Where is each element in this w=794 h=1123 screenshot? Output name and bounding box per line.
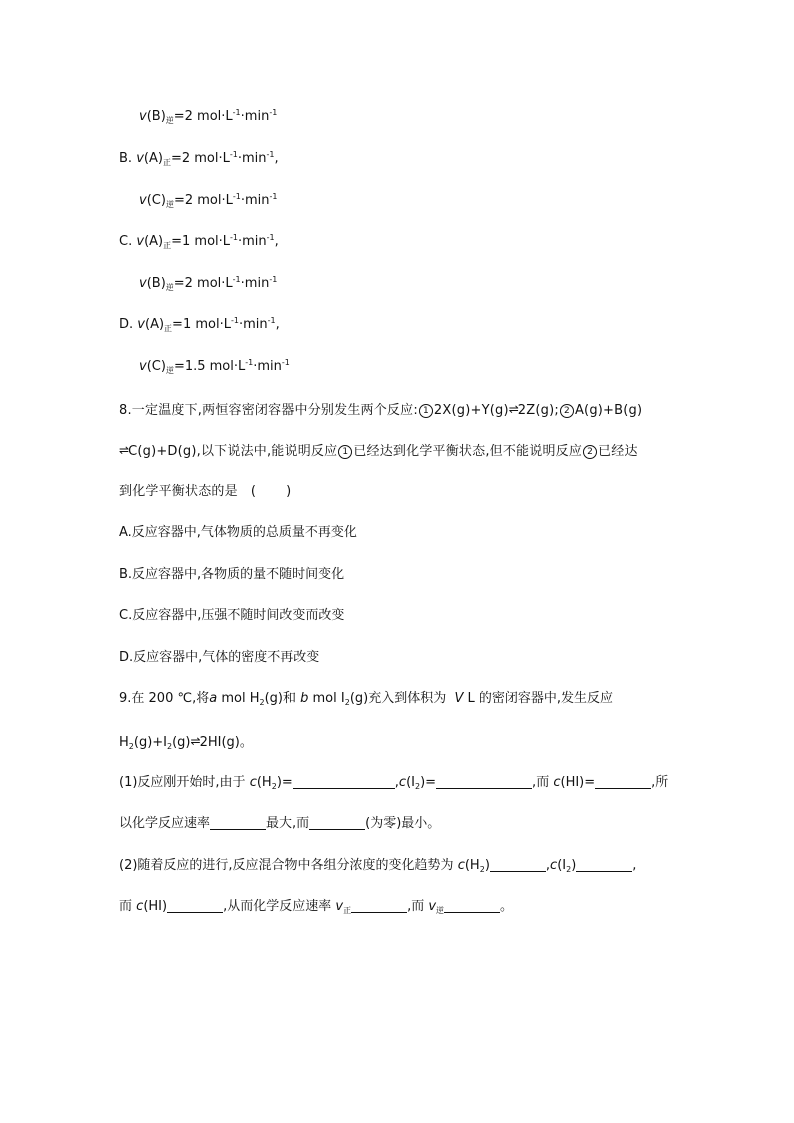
- q8-option-c: C.反应容器中,压强不随时间改变而改变: [119, 608, 345, 623]
- blank-c-i2[interactable]: [436, 774, 532, 789]
- circled-number-1: 1: [338, 445, 352, 459]
- q9-part1-line2: 以化学反应速率 最大,而 (为零)最小。: [119, 816, 441, 831]
- q8-stem-line2: ⇌C(g)+D(g),以下说法中,能说明反应 1 已经达到化学平衡状态,但不能说明反应 2 已经达: [119, 443, 638, 459]
- blank-trend-hi[interactable]: [167, 898, 223, 913]
- circled-number-1: 1: [419, 404, 433, 418]
- circled-number-2: 2: [560, 404, 574, 418]
- q8-stem-line3: 到化学平衡状态的是 ( ): [119, 484, 292, 499]
- q7-option-a-line2: $v(B)_逆=2$ $mol\cdot L^{-1}\cdot\min^{-1}$: [139, 108, 278, 125]
- blank-v-forward[interactable]: [351, 898, 407, 913]
- equilibrium-arrow-icon: ⇌: [119, 443, 129, 457]
- q9-stem-line2: $H_2(g)+I_2(g)\rightleftharpoons 2HI(g)$。: [119, 734, 253, 751]
- q8-option-b: B.反应容器中,各物质的量不随时间变化: [119, 567, 345, 582]
- q7-option-c-line2: $v(B)_逆=2$ $mol\cdot L^{-1}\cdot\min^{-1}$: [139, 275, 278, 292]
- equilibrium-arrow-icon: ⇌: [508, 402, 518, 416]
- q7-option-d-line2: $v(C)_逆=1.5$ $mol\cdot L^{-1}\cdot\min^{-1}$: [139, 358, 290, 375]
- q9-stem-line1: 9.在 200 ℃,将a mol $H_2(g)$和 b mol $I_2(g)$充入到体积为 V L 的密闭容器中,发生反应: [119, 691, 614, 707]
- q7-option-b-line1: B. $v(A)_正=2$ $mol\cdot L^{-1}\cdot\min^{-1}$,: [119, 150, 279, 167]
- blank-trend-h2[interactable]: [490, 857, 546, 872]
- circled-number-2: 2: [583, 445, 597, 459]
- q7-option-d-line1: D. $v(A)_正=1$ $mol\cdot L^{-1}\cdot\min^{-1}$,: [119, 316, 280, 333]
- blank-c-hi[interactable]: [595, 774, 651, 789]
- blank-max-rate[interactable]: [210, 815, 266, 830]
- q8-option-d: D.反应容器中,气体的密度不再改变: [119, 650, 320, 665]
- blank-min-rate[interactable]: [309, 815, 365, 830]
- q7-option-c-line1: C. $v(A)_正=1$ $mol\cdot L^{-1}\cdot\min^{-1}$,: [119, 233, 279, 250]
- equilibrium-arrow-icon: ⇌: [190, 734, 200, 748]
- q8-stem-line1: 8.一定温度下,两恒容密闭容器中分别发生两个反应: 1 2X(g)+Y(g)⇌2Z(g); 2 A(g)+B(g): [119, 402, 643, 418]
- q9-part2-line2: 而 c(HI) ,从而化学反应速率 $v_正$ ,而 $v_逆$ 。: [119, 899, 514, 915]
- answer-paren[interactable]: ( ): [250, 484, 292, 499]
- blank-v-reverse[interactable]: [444, 898, 500, 913]
- blank-trend-i2[interactable]: [576, 857, 632, 872]
- q8-option-a: A.反应容器中,气体物质的总质量不再变化: [119, 525, 357, 540]
- blank-c-h2[interactable]: [293, 774, 395, 789]
- q7-option-b-line2: $v(C)_逆=2$ $mol\cdot L^{-1}\cdot\min^{-1}$: [139, 192, 278, 209]
- q9-part2-line1: (2)随着反应的进行,反应混合物中各组分浓度的变化趋势为 $c(H_2)$ $,c(I_2)$ ,: [119, 858, 637, 874]
- q9-part1-line1: (1)反应刚开始时,由于 $c(H_2)= ,c(I_2)=$ ,而 c(HI)= ,所: [119, 775, 669, 791]
